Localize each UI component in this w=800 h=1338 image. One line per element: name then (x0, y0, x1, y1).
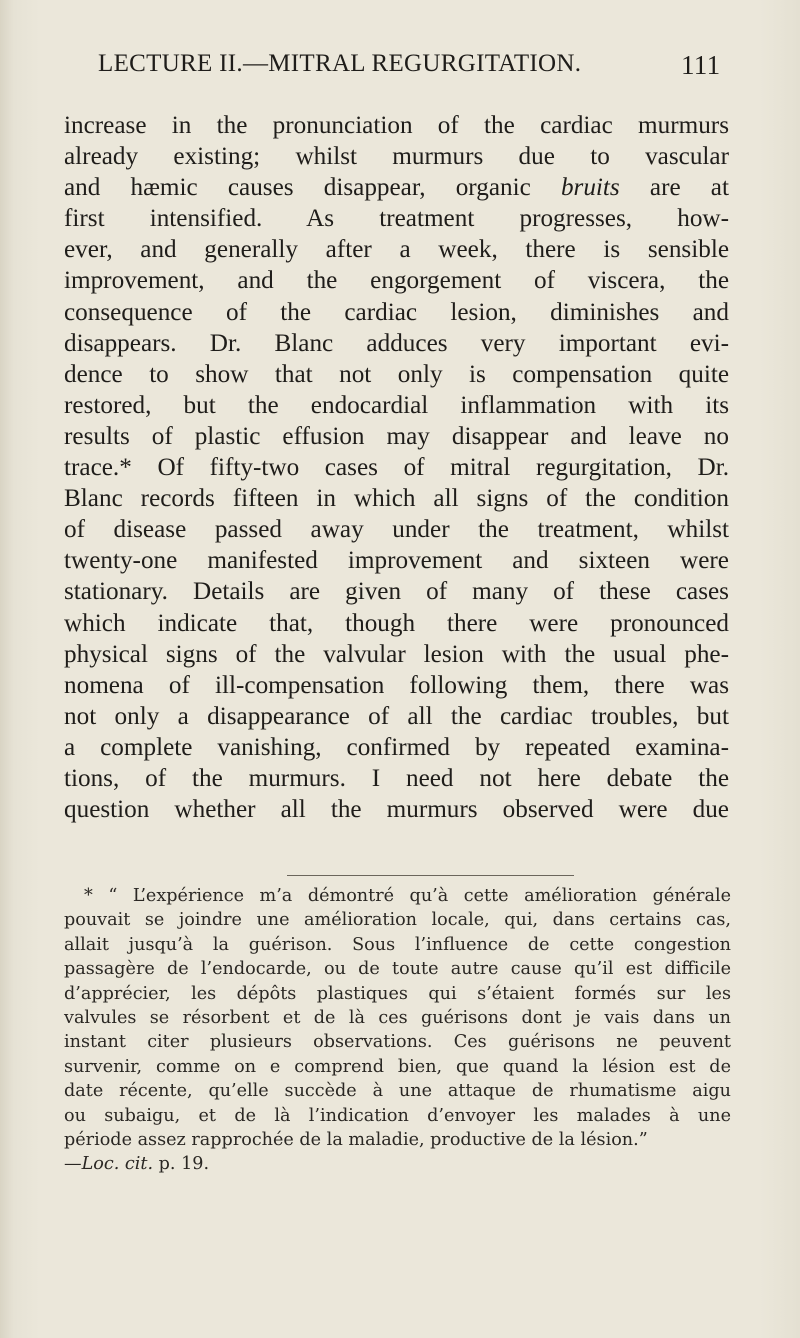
footnote-line: date récente, qu’elle succède à une attaque de rhumatisme aigu (64, 1081, 731, 1102)
footnote-line: d’apprécier, les dépôts plastiques qui s’étaient formés sur les (64, 983, 731, 1004)
footnote-line: instant citer plusieurs observations. Ces guérisons ne peuvent (64, 1032, 731, 1053)
footnote-line: ou subaigu, et de là l’indication d’envoyer les malades à une (64, 1105, 731, 1126)
text-line: dence to show that not only is compensation quite (64, 360, 729, 388)
text-line: twenty-one manifested improvement and sixteen were (64, 547, 729, 575)
text-line: tions, of the murmurs. I need not here debate the (64, 764, 729, 792)
text-line: first intensified. As treatment progresses, how- (64, 205, 729, 233)
text-line: restored, but the endocardial inflammation with its (64, 391, 729, 419)
footnote-line: période assez rapprochée de la maladie, productive de la lésion.” (64, 1129, 648, 1150)
footnote-line: allait jusqu’à la guérison. Sous l’influence de cette congestion (64, 934, 731, 955)
running-header (98, 50, 721, 90)
text-line: results of plastic effusion may disappear and leave no (64, 422, 729, 450)
text-line: not only a disappearance of all the cardiac troubles, but (64, 702, 729, 730)
text-line: of disease passed away under the treatment, whilst (64, 516, 729, 544)
italic-term: bruits (560, 174, 620, 202)
footnote-line: pouvait se joindre une amélioration locale, qui, dans certains cas, (64, 910, 731, 931)
citation-dash: — (64, 1154, 82, 1175)
text-line: trace.* Of fifty-two cases of mitral regurgitation, Dr. (64, 454, 729, 482)
text-line: improvement, and the engorgement of viscera, the (64, 267, 729, 295)
running-title: LECTURE II.—MITRAL REGURGITATION. (98, 50, 582, 77)
text-line: a complete vanishing, confirmed by repeated examina- (64, 733, 729, 761)
text-line: Blanc records fifteen in which all signs of the condition (64, 485, 729, 513)
text-line: ever, and generally after a week, there is sensible (64, 236, 729, 264)
main-text (64, 110, 729, 825)
text-line: question whether all the murmurs observed were due (64, 796, 729, 824)
text-line: physical signs of the valvular lesion with the usual phe- (64, 640, 729, 668)
text-line: and hæmic causes disappear, organic bruits are at (64, 174, 729, 202)
footnote-citation (64, 1152, 731, 1176)
page-number: 111 (681, 50, 721, 80)
text-line: increase in the pronunciation of the cardiac murmurs (64, 112, 729, 139)
footnote (64, 884, 731, 1177)
footnote-line: * “ L’expérience m’a démontré qu’à cette amélioration générale (84, 886, 731, 906)
footnote-line: survenir, comme on e comprend bien, que quand la lésion est de (64, 1056, 731, 1077)
text-line: stationary. Details are given of many of these cases (64, 578, 729, 606)
footnote-divider (287, 875, 574, 876)
text-line: nomena of ill-compensation following them, there was (64, 671, 729, 699)
text-line: already existing; whilst murmurs due to vascular (64, 143, 729, 171)
citation-source: Loc. cit. (81, 1154, 154, 1175)
footnote-line: valvules se résorbent et de là ces guérisons dont je vais dans un (64, 1007, 731, 1028)
footnote-line: passagère de l’endocarde, ou de toute autre cause qu’il est difficile (64, 959, 731, 980)
text-line: which indicate that, though there were pronounced (64, 609, 729, 637)
citation-page: p. 19. (153, 1154, 210, 1175)
text-line: consequence of the cardiac lesion, diminishes and (64, 298, 729, 326)
text-line: disappears. Dr. Blanc adduces very important evi- (64, 329, 729, 357)
